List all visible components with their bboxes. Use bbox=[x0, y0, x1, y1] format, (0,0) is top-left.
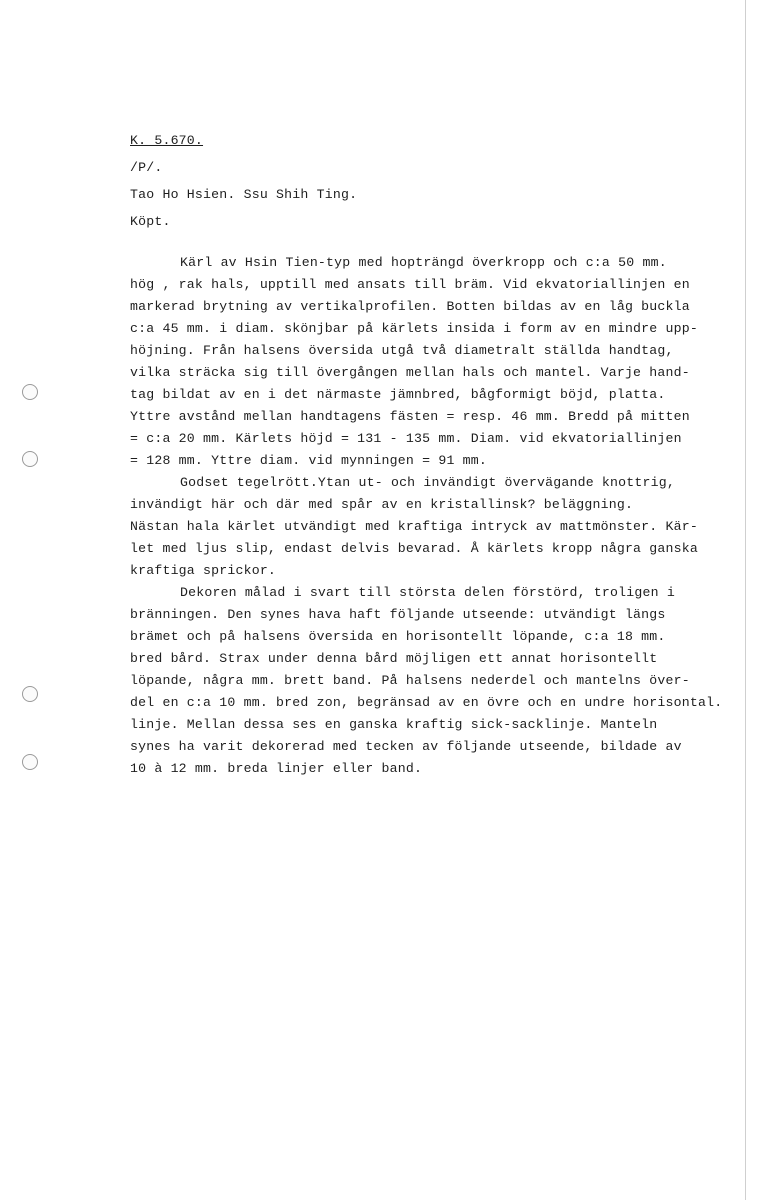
catalog-number: K. 5.670. bbox=[130, 133, 204, 148]
find-location: Tao Ho Hsien. Ssu Shih Ting. bbox=[130, 187, 358, 202]
text-line: = c:a 20 mm. Kärlets höjd = 131 - 135 mm. Diam. vid ekvatoriallinjen bbox=[130, 431, 682, 446]
text-line: Dekoren målad i svart till största delen förstörd, troligen i bbox=[180, 585, 675, 600]
text-line: 10 à 12 mm. breda linjer eller band. bbox=[130, 761, 423, 776]
text-line: = 128 mm. Yttre diam. vid mynningen = 91 mm. bbox=[130, 453, 488, 468]
acquisition-note: Köpt. bbox=[130, 214, 171, 229]
text-line: Yttre avstånd mellan handtagens fästen = resp. 46 mm. Bredd på mitten bbox=[130, 409, 690, 424]
text-line: c:a 45 mm. i diam. skönjbar på kärlets insida i form av en mindre upp- bbox=[130, 321, 698, 336]
text-line: linje. Mellan dessa ses en ganska kraftig sick-sacklinje. Manteln bbox=[130, 717, 658, 732]
punch-hole-4 bbox=[22, 754, 38, 770]
text-line: kraftiga sprickor. bbox=[130, 563, 277, 578]
text-line: Kärl av Hsin Tien-typ med hopträngd överkropp och c:a 50 mm. bbox=[180, 255, 667, 270]
text-line: markerad brytning av vertikalprofilen. Botten bildas av en låg buckla bbox=[130, 299, 690, 314]
text-line: invändigt här och där med spår av en kristallinsk? beläggning. bbox=[130, 497, 634, 512]
text-line: Nästan hala kärlet utvändigt med kraftiga intryck av mattmönster. Kär- bbox=[130, 519, 698, 534]
paragraph-vessel-description bbox=[130, 252, 730, 472]
paragraph-decoration bbox=[130, 582, 730, 780]
typewritten-document bbox=[130, 130, 730, 780]
punch-hole-2 bbox=[22, 451, 38, 467]
text-line: brämet och på halsens översida en horisontellt löpande, c:a 18 mm. bbox=[130, 629, 666, 644]
text-line: Godset tegelrött.Ytan ut- och invändigt övervägande knottrig, bbox=[180, 475, 675, 490]
text-line: bred bård. Strax under denna bård möjligen ett annat horisontellt bbox=[130, 651, 658, 666]
text-line: synes ha varit dekorerad med tecken av följande utseende, bildade av bbox=[130, 739, 682, 754]
text-line: löpande, några mm. brett band. På halsens nederdel och mantelns över- bbox=[130, 673, 690, 688]
text-line: let med ljus slip, endast delvis bevarad. Å kärlets kropp några ganska bbox=[130, 541, 698, 556]
paragraph-material bbox=[130, 472, 730, 582]
page-edge-line bbox=[745, 0, 746, 1200]
text-line: höjning. Från halsens översida utgå två diametralt ställda handtag, bbox=[130, 343, 674, 358]
text-line: vilka sträcka sig till övergången mellan hals och mantel. Varje hand- bbox=[130, 365, 690, 380]
text-line: tag bildat av en i det närmaste jämnbred, bågformigt böjd, platta. bbox=[130, 387, 666, 402]
text-line: bränningen. Den synes hava haft följande utseende: utvändigt längs bbox=[130, 607, 666, 622]
text-line: hög , rak hals, upptill med ansats till bräm. Vid ekvatoriallinjen en bbox=[130, 277, 690, 292]
catalog-code: /P/. bbox=[130, 160, 163, 175]
punch-hole-3 bbox=[22, 686, 38, 702]
text-line: del en c:a 10 mm. bred zon, begränsad av en övre och en undre horisontal. bbox=[130, 695, 723, 710]
punch-hole-1 bbox=[22, 384, 38, 400]
